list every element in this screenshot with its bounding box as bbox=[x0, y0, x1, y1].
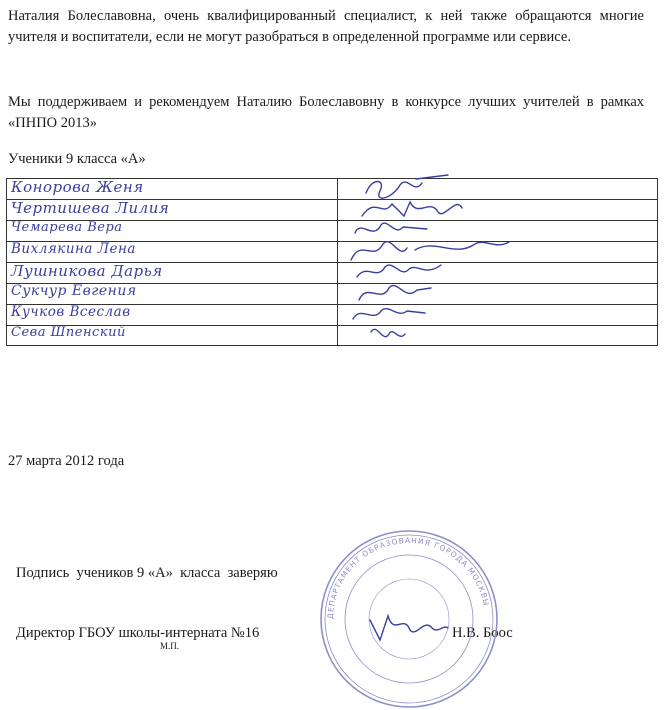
class-caption: Ученики 9 класса «А» bbox=[8, 151, 146, 167]
table-row bbox=[7, 284, 657, 305]
signature-table bbox=[6, 178, 658, 346]
stamp-text: ДЕПАРТАМЕНТ ОБРАЗОВАНИЯ ГОРОДА МОСКВЫ bbox=[325, 535, 491, 620]
table-row bbox=[7, 263, 657, 284]
recommendation-paragraph-2: Мы поддерживаем и рекомендуем Наталию Болеславовну в конкурсе лучших учителей в рамках «ПНПО 2013» bbox=[8, 94, 644, 131]
student-name: Лушникова Дарья bbox=[11, 262, 163, 280]
student-name: Конорова Женя bbox=[11, 178, 144, 196]
student-name: Чертишева Лилия bbox=[11, 199, 170, 217]
director-title: Директор ГБОУ школы-интерната №16 bbox=[16, 625, 260, 641]
table-row bbox=[7, 242, 657, 263]
director-name: Н.В. Боос bbox=[452, 625, 513, 641]
table-row bbox=[7, 305, 657, 326]
student-name: Вихлякина Лена bbox=[11, 241, 136, 257]
student-name: Сукчур Евгения bbox=[11, 283, 137, 299]
student-signature bbox=[363, 320, 413, 350]
table-row bbox=[7, 221, 657, 242]
student-name: Сева Шпенский bbox=[11, 325, 126, 340]
table-row bbox=[7, 326, 657, 347]
certification-line: Подпись учеников 9 «А» класса заверяю bbox=[16, 565, 278, 581]
recommendation-paragraph-1: Наталия Болеславовна, очень квалифицированный специалист, к ней также обращаются многие учителя и воспитатели, если не могут разобраться в определенной программе или сервисе. bbox=[8, 8, 644, 45]
student-name: Чемарева Вера bbox=[11, 220, 123, 235]
stamp-place-label: М.П. bbox=[160, 641, 180, 651]
table-row bbox=[7, 200, 657, 221]
director-signature bbox=[364, 606, 450, 646]
document-date: 27 марта 2012 года bbox=[8, 453, 125, 469]
student-name: Кучков Всеслав bbox=[11, 304, 131, 320]
table-row bbox=[7, 179, 657, 200]
